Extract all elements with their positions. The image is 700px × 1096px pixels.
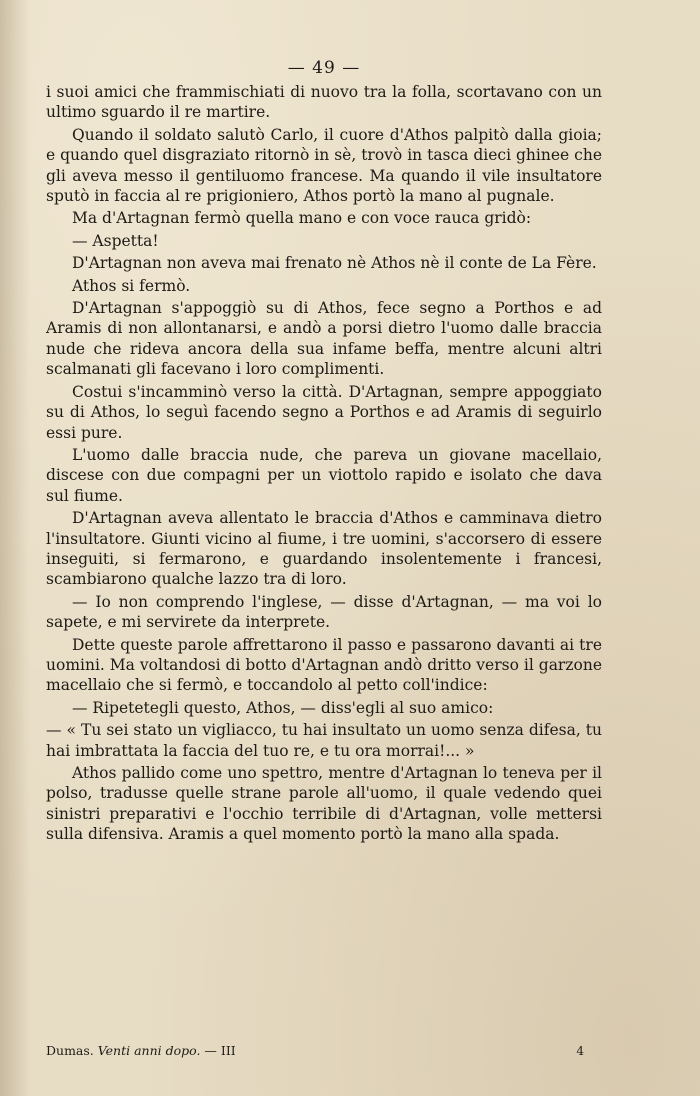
paragraph: Quando il soldato salutò Carlo, il cuore d'Athos palpitò dalla gioia; e quando quel disgraziato ritornò in sè, trovò in tasca dieci ghinee che gli aveva messo il gentiluomo francese. Ma quando il vile insultatore sputò in faccia al re prigioniero, Athos portò la mano al pugnale. xyxy=(46,125,602,206)
paragraph: D'Artagnan non aveva mai frenato nè Athos nè il conte de La Fère. xyxy=(72,254,597,273)
paragraph: D'Artagnan aveva allentato le braccia d'Athos e camminava dietro l'insultatore. Giunti vicino al fiume, i tre uomini, s'accorsero di essere inseguiti, si fermarono, e guardando insolentemente i francesi, scambiarono qualche lazzo tra di loro. xyxy=(46,509,602,589)
paragraph: — Ripetetegli questo, Athos, — diss'egli al suo amico: xyxy=(72,698,494,717)
footer-author: Dumas. xyxy=(46,1043,94,1058)
book-page xyxy=(46,58,602,1068)
paragraph: — « Tu sei stato un vigliacco, tu hai insultato un uomo senza difesa, tu hai imbrattata la faccia del tuo re, e tu ora morrai!... » xyxy=(46,721,602,760)
footer-running-title xyxy=(46,1043,236,1058)
page-number: — 49 — xyxy=(287,58,361,78)
paragraph: Dette queste parole affrettarono il passo e passarono davanti ai tre uomini. Ma voltandosi di botto d'Artagnan andò dritto verso il garzone macellaio che si fermò, e toccandolo al petto coll'indice: xyxy=(46,635,602,695)
paragraph: — Aspetta! xyxy=(72,231,159,250)
paragraph: Costui s'incamminò verso la città. D'Artagnan, sempre appoggiato su di Athos, lo seguì facendo segno a Porthos e ad Aramis di seguirlo essi pure. xyxy=(46,382,602,442)
paragraph: Athos si fermò. xyxy=(72,276,191,295)
paragraph: L'uomo dalle braccia nude, che pareva un giovane macellaio, discese con due compagni per un viottolo rapido e isolato che dava sul fiume. xyxy=(46,445,602,505)
paragraph: Athos pallido come uno spettro, mentre d'Artagnan lo teneva per il polso, tradusse quelle strane parole all'uomo, il quale vedendo quei sinistri preparativi e l'occhio terribile di d'Artagnan, volle mettersi sulla difensiva. Aramis a quel momento portò la mano alla spada. xyxy=(46,764,602,844)
paragraph: D'Artagnan s'appoggiò su di Athos, fece segno a Porthos e ad Aramis di non allontanarsi, e andò a porsi dietro l'uomo dalle braccia nude che rideva ancora della sua infame beffa, mentre alcuni altri scalmanati gli facevano i loro complimenti. xyxy=(46,299,602,379)
page-footer xyxy=(46,1043,602,1058)
paragraph: — Io non comprendo l'inglese, — disse d'Artagnan, — ma voi lo sapete, e mi servirete da interprete. xyxy=(46,592,602,632)
page-edge-shadow xyxy=(0,0,30,1096)
footer-volume: — III xyxy=(204,1043,236,1058)
footer-signature-mark: 4 xyxy=(576,1044,584,1058)
paragraph: Ma d'Artagnan fermò quella mano e con voce rauca gridò: xyxy=(72,209,532,228)
page-text xyxy=(46,82,602,845)
paragraph: i suoi amici che frammischiati di nuovo tra la folla, scortavano con un ultimo sguardo il re martire. xyxy=(46,83,602,122)
footer-book-title: Venti anni dopo. xyxy=(97,1043,201,1058)
